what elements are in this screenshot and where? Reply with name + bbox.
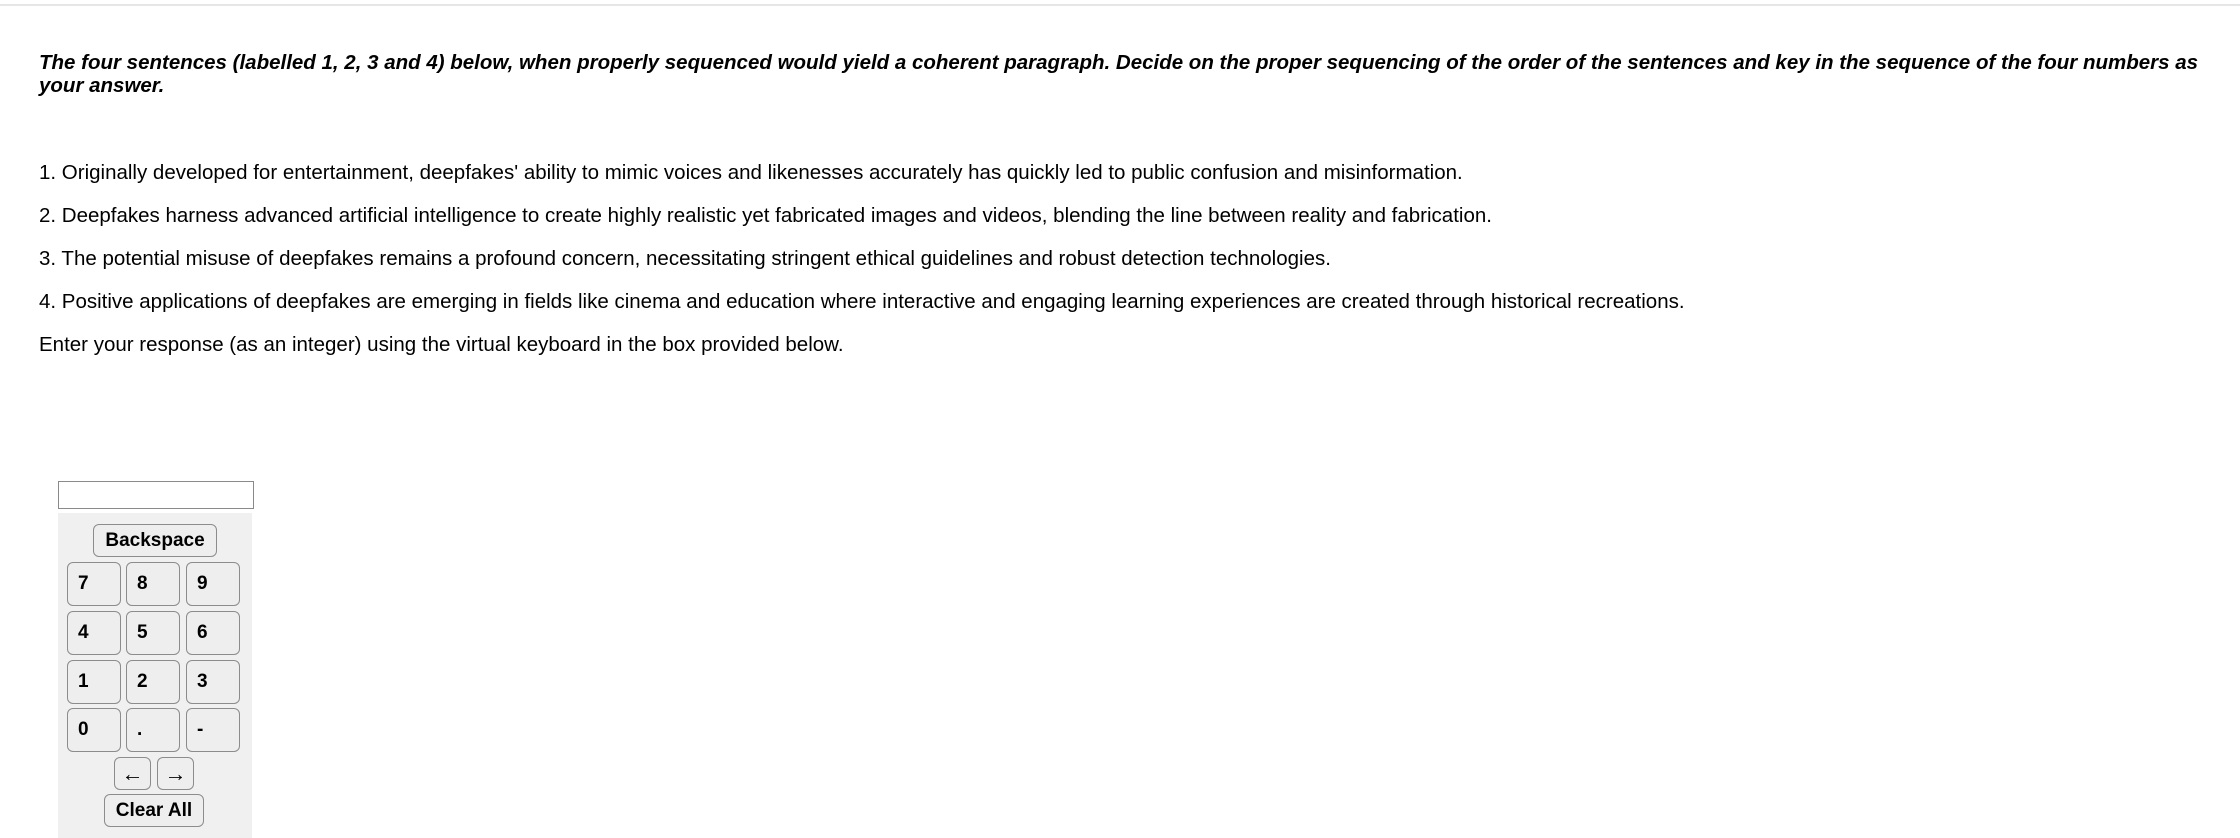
arrow-left-button[interactable]: ← (114, 757, 151, 790)
backspace-button[interactable]: Backspace (93, 524, 217, 557)
key-2[interactable]: 2 (126, 660, 180, 704)
sentence-2: 2. Deepfakes harness advanced artificial intelligence to create highly realistic yet fabricated images and videos, blending the line between reality and fabrication. (39, 204, 1492, 227)
sentence-3: 3. The potential misuse of deepfakes remains a profound concern, necessitating stringent ethical guidelines and robust detection technologies. (39, 247, 1331, 270)
key-5[interactable]: 5 (126, 611, 180, 655)
answer-input[interactable] (58, 481, 254, 509)
key-9[interactable]: 9 (186, 562, 240, 606)
question-instructions: The four sentences (labelled 1, 2, 3 and 4) below, when properly sequenced would yield a coherent paragraph. Decide on the proper sequencing of the order of the sentences and key in the sequence of the four numbers as your answer. (39, 51, 2199, 97)
key-4[interactable]: 4 (67, 611, 121, 655)
key-decimal-point[interactable]: . (126, 708, 180, 752)
key-3[interactable]: 3 (186, 660, 240, 704)
virtual-keypad (58, 513, 252, 838)
key-7[interactable]: 7 (67, 562, 121, 606)
key-8[interactable]: 8 (126, 562, 180, 606)
clear-all-button[interactable]: Clear All (104, 794, 204, 827)
key-0[interactable]: 0 (67, 708, 121, 752)
key-1[interactable]: 1 (67, 660, 121, 704)
sentence-1: 1. Originally developed for entertainment, deepfakes' ability to mimic voices and likenesses accurately has quickly led to public confusion and misinformation. (39, 161, 1463, 184)
arrow-right-button[interactable]: → (157, 757, 194, 790)
response-prompt: Enter your response (as an integer) using the virtual keyboard in the box provided below. (39, 333, 844, 356)
top-divider (0, 0, 2240, 6)
sentence-4: 4. Positive applications of deepfakes are emerging in fields like cinema and education where interactive and engaging learning experiences are created through historical recreations. (39, 290, 1685, 313)
key-minus[interactable]: - (186, 708, 240, 752)
key-6[interactable]: 6 (186, 611, 240, 655)
